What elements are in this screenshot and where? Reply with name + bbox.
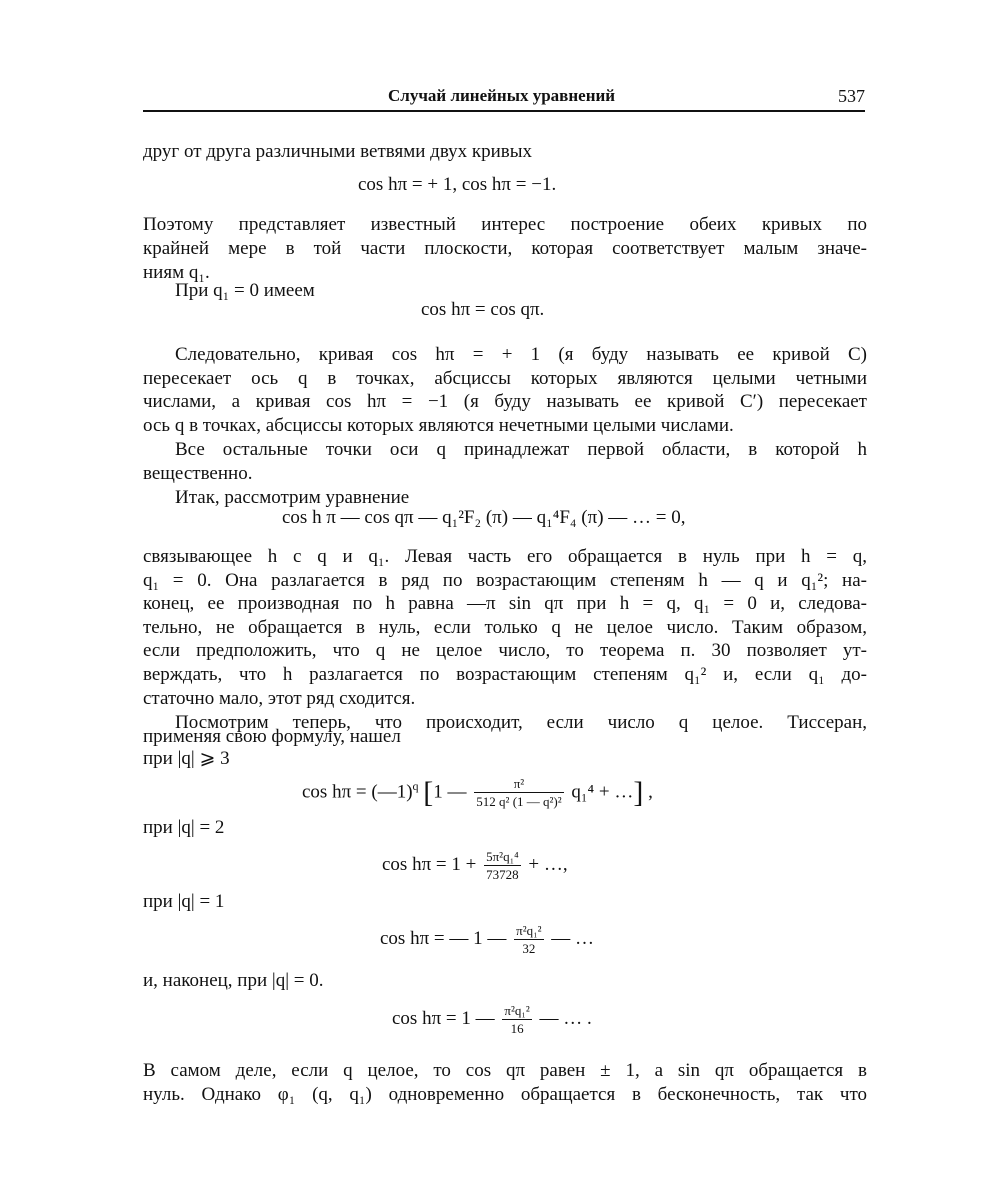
- text-line: нуль. Однако φ₁ (q, q₁) одновременно обращается в бесконечность, так что: [143, 1084, 867, 1105]
- numerator: π²q₁²: [516, 923, 542, 938]
- eq-part: cos hπ = (—1): [302, 781, 413, 803]
- text-line: Посмотрим теперь, что происходит, если число q целое. Тиссеран,: [175, 712, 867, 733]
- fraction: [474, 775, 563, 810]
- eq-part: cos hπ = 1 —: [392, 1007, 495, 1029]
- text-line: крайней мере в той части плоскости, которая соответствует малым значе-: [143, 238, 867, 259]
- eq-exponent: q: [412, 779, 419, 793]
- text-line: В самом деле, если q целое, то cos qπ равен ± 1, а sin qπ обращается в: [143, 1060, 867, 1081]
- fraction: [502, 1002, 531, 1037]
- text-line: числами, а кривая cos hπ = −1 (я буду называть ее кривой C′) пересекает: [143, 391, 867, 412]
- page-number: 537: [838, 86, 865, 106]
- text-line: связывающее h с q и q₁. Левая часть его обращается в нуль при h = q,: [143, 546, 867, 567]
- denominator: 32: [522, 941, 536, 956]
- equation: [392, 1002, 592, 1037]
- fraction: [514, 922, 543, 957]
- text-line: пересекает ось q в точках, абсциссы которых являются целыми четными: [143, 368, 867, 389]
- text-line: Все остальные точки оси q принадлежат первой области, в которой h: [175, 439, 867, 460]
- text-line: применяя свою формулу, нашел: [143, 726, 401, 747]
- running-header-title: Случай линейных уравнений: [388, 86, 616, 105]
- text-line: конец, ее производная по h равна —π sin qπ при h = q, q₁ = 0 и, следова-: [143, 593, 867, 614]
- eq-part: cos hπ = 1 +: [382, 853, 477, 875]
- eq-part: — …: [551, 927, 595, 949]
- text-line: статочно мало, этот ряд сходится.: [143, 688, 416, 709]
- equation: cos h π — cos qπ — q₁²F₂ (π) — q₁⁴F₄ (π) — … = 0,: [282, 507, 686, 528]
- equation: cos hπ = + 1, cos hπ = −1.: [358, 174, 557, 195]
- text-line: q₁ = 0. Она разлагается в ряд по возрастающим степеням h — q и q₁²; на-: [143, 570, 867, 591]
- header-rule: [143, 110, 865, 112]
- denominator: 73728: [486, 867, 519, 882]
- text-line: тельно, не обращается в нуль, если только q не целое число. Таким образом,: [143, 617, 867, 638]
- right-bracket: ]: [633, 775, 644, 809]
- text-line: ниям q₁.: [143, 262, 210, 283]
- eq-part: q₁⁴ + …: [571, 781, 634, 803]
- text-line: Следовательно, кривая cos hπ = + 1 (я буду называть ее кривой C): [175, 344, 867, 365]
- text-line: при |q| = 1: [143, 891, 225, 912]
- text-line: при |q| = 2: [143, 817, 225, 838]
- text-line: При q₁ = 0 имеем: [175, 280, 315, 301]
- denominator: 16: [510, 1021, 524, 1036]
- equation: [380, 922, 594, 957]
- eq-part: 1 —: [433, 781, 467, 803]
- numerator: 5π²q₁⁴: [486, 849, 519, 864]
- fraction: [484, 848, 521, 883]
- numerator: π²q₁²: [504, 1003, 530, 1018]
- text-line: верждать, что h разлагается по возрастающим степеням q₁² и, если q₁ до-: [143, 664, 867, 685]
- left-bracket: [: [423, 775, 434, 809]
- text-line: при |q| ⩾ 3: [143, 748, 230, 769]
- text-line: Итак, рассмотрим уравнение: [175, 487, 410, 508]
- equation: cos hπ = cos qπ.: [421, 299, 545, 320]
- text-line: Поэтому представляет известный интерес построение обеих кривых по: [143, 214, 867, 235]
- text-line: вещественно.: [143, 463, 253, 484]
- text-line: и, наконец, при |q| = 0.: [143, 970, 324, 991]
- text-line: ось q в точках, абсциссы которых являются нечетными целыми числами.: [143, 415, 734, 436]
- text-line: если предположить, что q не целое число, то теорема п. 30 позволяет ут-: [143, 640, 867, 661]
- text-line: друг от друга различными ветвями двух кривых: [143, 141, 533, 162]
- equation: cos hπ = (—1)$^q$ [1 — $\frac{\text{π²}}{\text{512 q² (1 — q²)²}}$ q₁⁴ + …] ,: [302, 775, 653, 810]
- denominator: 512 q² (1 — q²)²: [476, 794, 562, 810]
- eq-part: — … .: [539, 1007, 592, 1029]
- eq-part: + …,: [528, 853, 568, 875]
- eq-part: cos hπ = — 1 —: [380, 927, 507, 949]
- equation: [382, 848, 568, 883]
- numerator: π²: [474, 775, 563, 793]
